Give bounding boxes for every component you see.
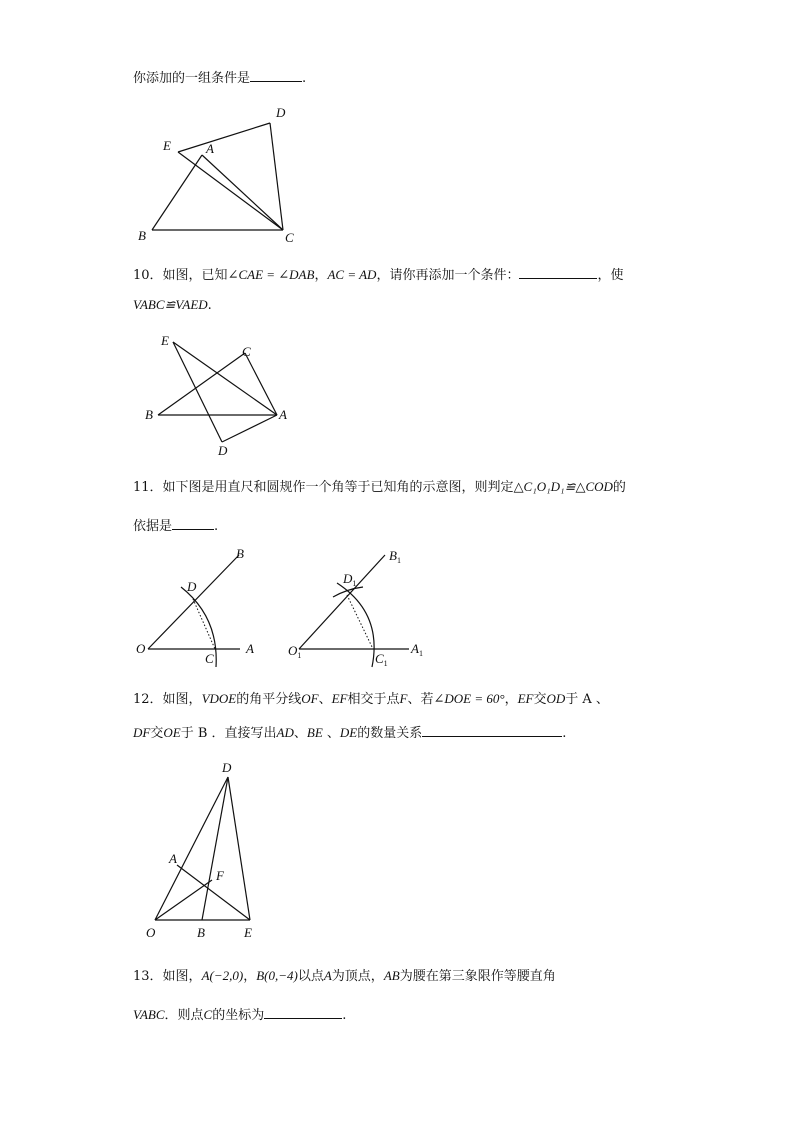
q12-text: 如图，	[162, 692, 202, 707]
fig3r-label-o1: $O_1$	[288, 643, 302, 660]
q12-math: EF	[517, 691, 534, 706]
q12-text: 、	[322, 726, 340, 741]
q12-math: DF	[133, 725, 151, 740]
q13-answer-blank[interactable]	[264, 1004, 342, 1019]
fig2-segment-da	[222, 415, 277, 442]
fig2-label-b: B	[145, 407, 153, 422]
q12-answer-blank[interactable]	[422, 722, 562, 737]
q13-line-1	[133, 967, 556, 986]
fig2-label-c: C	[242, 344, 251, 359]
fig4-segment-de	[228, 777, 250, 920]
fig3r-label-c1: $C_1$	[375, 651, 388, 668]
fig2-segment-ea	[173, 342, 277, 415]
fig3l-label-a: A	[246, 641, 254, 656]
q10-congruence: VABC≌VAED	[133, 297, 208, 312]
fig2-label-a: A	[279, 407, 287, 422]
q12-math: F	[399, 691, 408, 706]
period: .	[302, 71, 307, 86]
q13-math: VABC	[133, 1007, 165, 1022]
q11-text-a: 如下图是用直尺和圆规作一个角等于已知角的示意图，则判定	[162, 480, 514, 495]
fig1-label-a: A	[206, 141, 214, 156]
q13-text: 以点	[297, 969, 324, 984]
fig3l-label-b: B	[236, 546, 244, 561]
fig3r-arc	[337, 583, 374, 667]
fig2-label-e: E	[161, 333, 169, 348]
q12-number: 12．	[133, 692, 163, 707]
fig3l-label-o: O	[136, 641, 146, 656]
fig3r-label-b1: $B_1$	[389, 548, 401, 565]
q11-congruence: △C₁O₁D₁≌△COD	[513, 479, 613, 494]
fig3r-ray-o1b1	[299, 555, 385, 649]
q12-math: OE	[163, 725, 181, 740]
q13-math: A	[323, 968, 332, 983]
q12-math: DE	[339, 725, 358, 740]
q13-text: ．则点	[164, 1008, 204, 1023]
q10-cond2: AC = AD	[327, 267, 377, 282]
q12-text: 、	[293, 726, 307, 741]
fig3r-label-d1: $D_1$	[343, 571, 357, 588]
q13-math: C	[203, 1007, 213, 1022]
q10-text-a: 如图，已知	[162, 268, 228, 283]
fig4-label-f: F	[216, 868, 224, 883]
q13-text: 如图，	[162, 969, 202, 984]
fig3l-label-c: C	[205, 651, 214, 666]
q12-line-1	[133, 690, 609, 709]
fig4-segment-db	[202, 777, 228, 920]
fig1-segment-ac	[202, 155, 283, 230]
q12-text: 交	[533, 692, 547, 707]
figure-3-left-angle	[135, 545, 270, 670]
fig3l-label-d: D	[187, 579, 197, 594]
q13-text: 为顶点，	[331, 969, 384, 984]
q13-text: ，	[243, 969, 257, 984]
q12-text: 交	[150, 726, 164, 741]
fig4-label-b: B	[197, 925, 205, 940]
period: .	[207, 298, 212, 313]
q12-line-2	[133, 722, 566, 743]
q11-line2-text: 依据是	[133, 519, 173, 534]
q12-text: ，	[504, 692, 518, 707]
period: .	[562, 726, 567, 741]
fig4-label-e: E	[244, 925, 252, 940]
prev-question-line	[133, 67, 306, 88]
period: .	[342, 1008, 347, 1023]
q12-text: 的角平分线	[236, 692, 302, 707]
q10-number: 10．	[133, 268, 163, 283]
fig4-label-d: D	[222, 760, 232, 775]
q12-text: 、	[318, 692, 332, 707]
fig3l-ray-ob	[148, 555, 239, 649]
q11-answer-blank[interactable]	[172, 515, 214, 530]
q10-line-1	[133, 264, 623, 285]
fig4-label-a: A	[169, 851, 177, 866]
fig1-segment-ab	[152, 155, 202, 230]
q12-math: EF	[331, 691, 348, 706]
answer-blank[interactable]	[250, 67, 302, 82]
fig1-label-c: C	[285, 230, 294, 245]
q12-text: 于 A 、	[565, 692, 609, 707]
q13-math: AB	[383, 968, 400, 983]
q13-math: B(0,−4)	[256, 968, 298, 983]
fig4-segment-ea	[177, 865, 250, 920]
figure-2-triangles	[140, 330, 300, 460]
q11-text-b: 的	[612, 480, 626, 495]
fig2-label-d: D	[218, 443, 228, 458]
q12-text: 、若	[407, 692, 434, 707]
q10-sep: ，	[314, 268, 328, 283]
figure-3-right-angle	[285, 545, 435, 670]
figure-1-triangles	[130, 100, 310, 250]
q12-text: 的数量关系	[357, 726, 423, 741]
fig3l-segment-dc	[193, 599, 215, 649]
period: .	[214, 519, 219, 534]
q12-math: OD	[546, 691, 566, 706]
fig4-label-o: O	[146, 925, 156, 940]
figure-4-triangle	[140, 755, 270, 945]
q12-math: OF	[301, 691, 319, 706]
q12-text: 于 B ．直接写出	[180, 726, 277, 741]
fig2-segment-ca	[245, 353, 277, 415]
fig1-label-e: E	[163, 138, 171, 153]
q10-text-b: ，请你再添加一个条件：	[376, 268, 520, 283]
fig1-segment-ec	[178, 152, 283, 230]
q12-math: VDOE	[201, 691, 237, 706]
q13-text: 为腰在第三象限作等腰直角	[399, 969, 556, 984]
fig4-segment-od	[155, 777, 228, 920]
q13-math: A(−2,0)	[201, 968, 244, 983]
q10-answer-blank[interactable]	[519, 264, 597, 279]
prev-question-text: 你添加的一组条件是	[133, 71, 251, 86]
q10-text-c: ，使	[597, 268, 624, 283]
q11-line-1	[133, 478, 626, 497]
fig1-label-b: B	[138, 228, 146, 243]
q13-number: 13．	[133, 969, 163, 984]
q12-math: BE	[306, 725, 323, 740]
q10-line-2	[133, 296, 212, 315]
q10-cond1: ∠CAE = ∠DAB	[227, 267, 315, 282]
fig1-label-d: D	[276, 105, 286, 120]
q12-text: 相交于点	[347, 692, 400, 707]
fig2-segment-ed	[173, 342, 222, 442]
q12-math: ∠DOE = 60°	[433, 691, 505, 706]
q12-math: AD	[276, 725, 294, 740]
q13-line-2	[133, 1004, 346, 1025]
fig3r-label-a1: $A_1$	[411, 641, 423, 658]
q13-text: 的坐标为	[212, 1008, 265, 1023]
fig1-segment-ed	[178, 123, 270, 152]
fig1-segment-dc	[270, 123, 283, 230]
q11-line-2	[133, 515, 218, 536]
q11-number: 11．	[133, 480, 163, 495]
